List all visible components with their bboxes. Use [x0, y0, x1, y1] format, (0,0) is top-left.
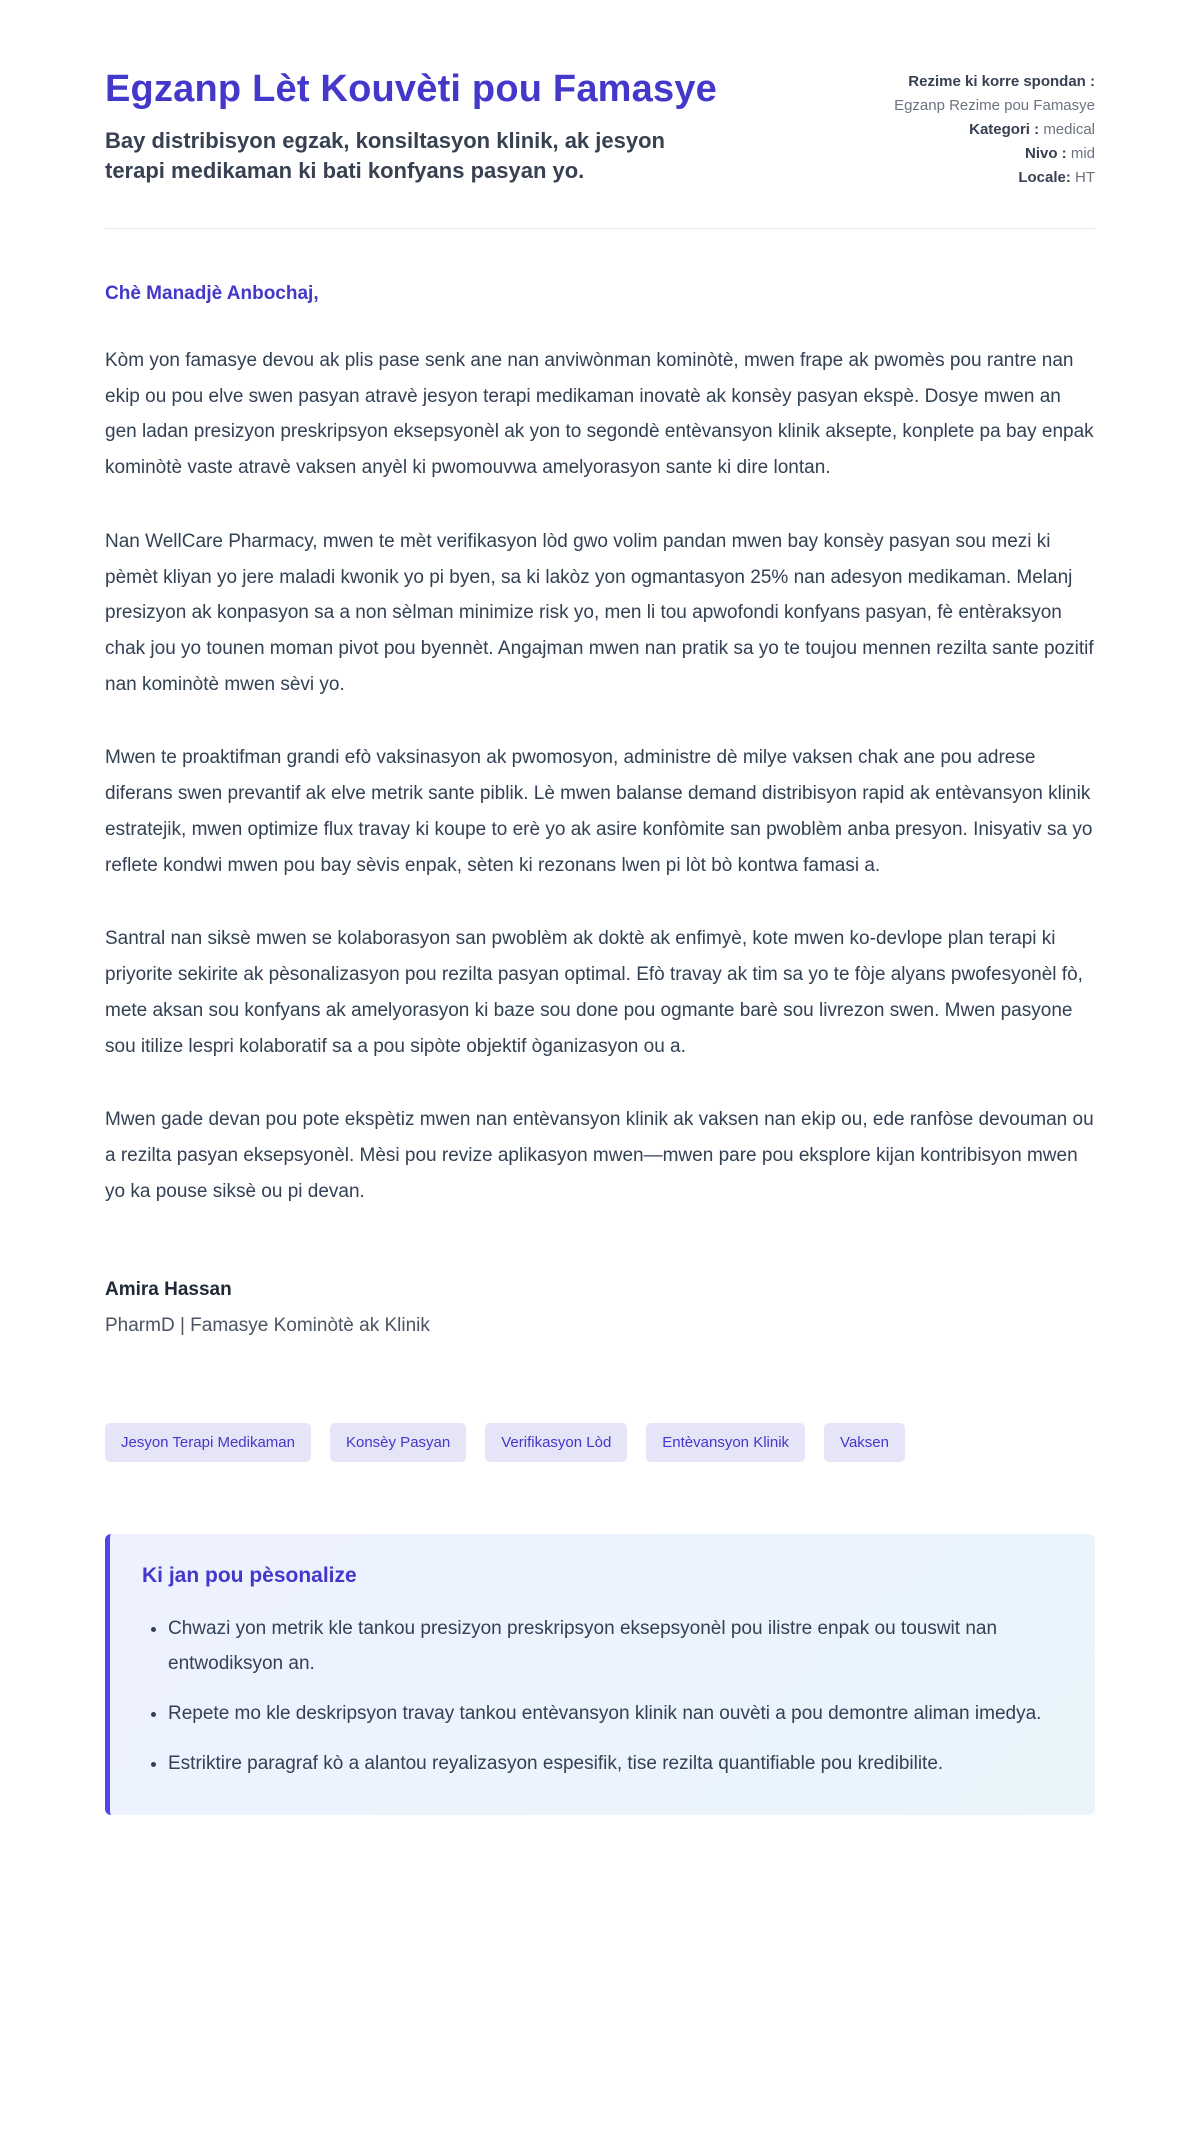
meta-panel — [859, 66, 1095, 190]
tip-item-3: • Estriktire paragraf kò a alantou reyalizasyon espesifik, tise rezilta quantifiable pou kredibilite. — [168, 1747, 1059, 1781]
letter-paragraph-4: Santral nan siksè mwen se kolaborasyon san pwoblèm ak doktè ak enfimyè, kote mwen ko-devlope plan terapi ki priyorite sekirite ak pèsonalizasyon pou rezilta pasyan optimal. Efò travay ak tim sa yo te fòje alyans pwofesyonèl fò, mete aksan sou konfyans ak amelyorasyon ki baze sou done pou ogmante barè sou livrezon swen. Mwen pasyone sou itilize lespri kolaboratif sa a pou sipòte objektif òganizasyon ou a. — [105, 928, 1083, 1057]
meta-label: Locale: — [1018, 169, 1071, 186]
header — [105, 66, 1095, 190]
tips-box — [105, 1534, 1095, 1815]
meta-value: mid — [1070, 145, 1095, 162]
letter-paragraph-1: Kòm yon famasye devou ak plis pase senk ane nan anviwònman kominòtè, mwen frape ak pwomès pou rantre nan ekip ou pou elve swen pasyan atravè jesyon terapi medikaman inovatè ak konsèy pasyan ekspè. Dosye mwen an gen ladan presizyon preskripsyon eksepsyonèl ak yon to segondè entèvansyon klinik aksepte, konplete pa bay enpak kominòtè vaste atravè vaksen anyèl ki pwomouvwa amelyorasyon sante ki dire lontan. — [105, 350, 1094, 479]
meta-value: HT — [1075, 169, 1095, 186]
tag-medication-therapy-management: Jesyon Terapi Medikaman — [105, 1423, 311, 1462]
meta-row-level — [859, 142, 1095, 166]
page-title: Egzanp Lèt Kouvèti pou Famasye — [105, 68, 717, 110]
tip-item-2: • Repete mo kle deskripsyon travay tankou entèvansyon klinik nan ouvèti a pou demontre aliman imedya. — [168, 1697, 1059, 1731]
header-left — [105, 66, 735, 185]
meta-row-locale — [859, 166, 1095, 190]
meta-value: Egzanp Rezime pou Famasye — [894, 97, 1095, 114]
signature-name: Amira Hassan — [105, 1279, 232, 1301]
meta-row-category — [859, 118, 1095, 142]
meta-row-corresponding-resume — [859, 70, 1095, 118]
page-subtitle: Bay distribisyon egzak, konsiltasyon klinik, ak jesyon terapi medikaman ki bati konfyans pasyan yo. — [105, 128, 665, 183]
tag-vaccines: Vaksen — [824, 1423, 905, 1462]
cover-letter-page — [105, 0, 1095, 1875]
tag-list — [105, 1423, 1095, 1462]
letter-greeting: Chè Manadjè Anbochaj, — [105, 283, 319, 304]
signature-role: PharmD | Famasye Kominòtè ak Klinik — [105, 1315, 430, 1337]
tag-patient-counseling: Konsèy Pasyan — [330, 1423, 466, 1462]
tips-list — [142, 1612, 1059, 1781]
tips-title: Ki jan pou pèsonalize — [142, 1564, 357, 1588]
letter-body — [105, 283, 1095, 1337]
header-divider — [105, 228, 1095, 229]
meta-value: medical — [1043, 121, 1095, 138]
meta-label: Nivo : — [1024, 145, 1067, 162]
letter-paragraph-3: Mwen te proaktifman grandi efò vaksinasyon ak pwomosyon, administre dè milye vaksen chak ane pou adrese diferans swen prevantif ak elve metrik sante piblik. Lè mwen balanse demand distribisyon rapid ak entèvansyon klinik estratejik, mwen optimize flux travay ki koupe to erè yo ak asire konfòmite san pwoblèm anba presyon. Inisyativ sa yo reflete kondwi mwen pou bay sèvis enpak, sèten ki rezonans lwen pi lòt bò kontwa famasi a. — [105, 747, 1093, 876]
letter-paragraph-2: Nan WellCare Pharmacy, mwen te mèt verifikasyon lòd gwo volim pandan mwen bay konsèy pasyan sou mezi ki pèmèt kliyan yo jere maladi kwonik yo pi byen, sa ki lakòz yon ogmantasyon 25% nan adesyon medikaman. Melanj presizyon ak konpasyon sa a non sèlman minimize risk yo, men li tou apwofondi konfyans pasyan, fè entèraksyon chak jou yo tounen moman pivot pou byennèt. Angajman mwen nan pratik sa yo te toujou mennen rezilta sante pozitif nan kominòtè mwen sèvi yo. — [105, 530, 1094, 695]
letter-paragraph-5: Mwen gade devan pou pote ekspètiz mwen nan entèvansyon klinik ak vaksen nan ekip ou, ede ranfòse devouman ou a rezilta pasyan eksepsyonèl. Mèsi pou revize aplikasyon mwen—mwen pare pou eksplore kijan kontribisyon mwen yo ka pouse siksè ou pi devan. — [105, 1109, 1094, 1202]
tip-item-1: • Chwazi yon metrik kle tankou presizyon preskripsyon eksepsyonèl pou ilistre enpak ou touswit nan entwodiksyon an. — [168, 1612, 1059, 1680]
meta-label: Rezime ki korre spondan : — [908, 73, 1095, 90]
tag-clinical-intervention: Entèvansyon Klinik — [646, 1423, 805, 1462]
tag-order-verification: Verifikasyon Lòd — [485, 1423, 627, 1462]
meta-label: Kategori : — [969, 121, 1040, 138]
